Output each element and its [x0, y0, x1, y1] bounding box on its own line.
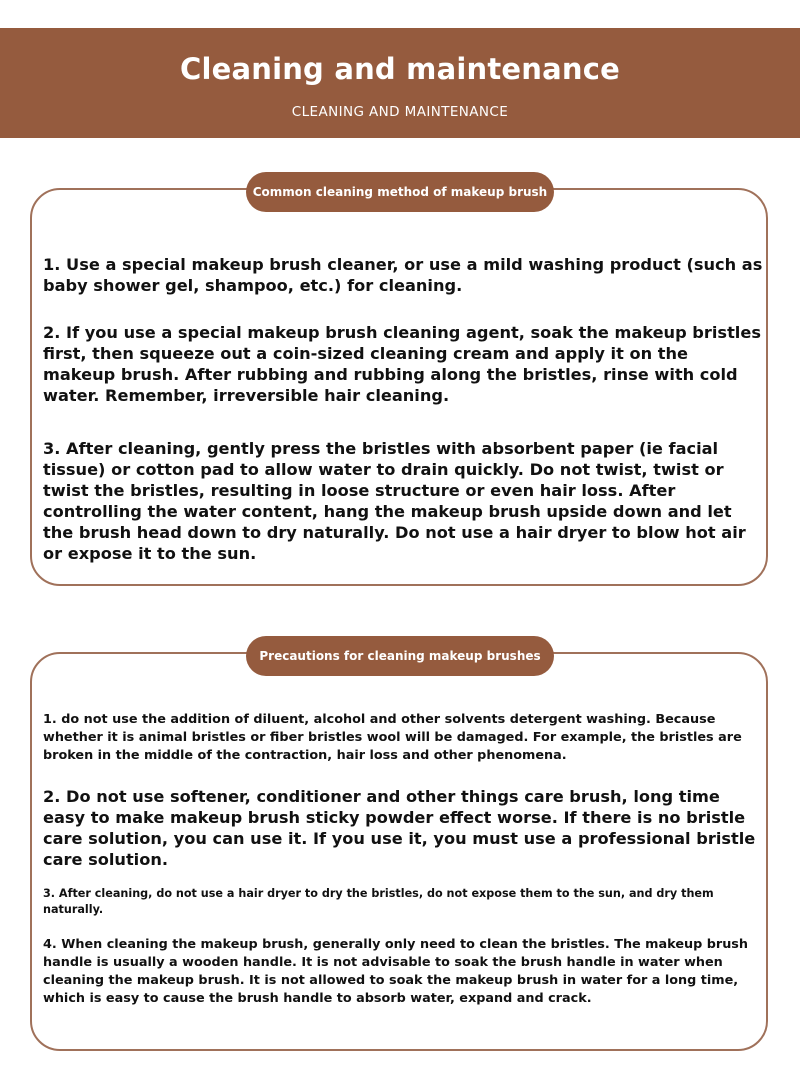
header-banner: [0, 28, 800, 138]
precaution-item-1: 1. do not use the addition of diluent, alcohol and other solvents detergent washing. Because whether it is animal bristles or fiber bristles wool will be damaged. For example, the bristles are broken in the middle of the contraction, hair loss and other phenomena.: [43, 712, 742, 763]
cleaning-method-heading: Common cleaning method of makeup brush: [246, 172, 554, 212]
precaution-item-4: 4. When cleaning the makeup brush, generally only need to clean the bristles. The makeup brush handle is usually a wooden handle. It is not advisable to soak the brush handle in water when cleaning the makeup brush. It is not allowed to soak the makeup brush in water for a long time, which is easy to cause the brush handle to absorb water, expand and crack.: [43, 937, 749, 1006]
cleaning-method-item-2: 2. If you use a special makeup brush cleaning agent, soak the makeup bristles first, then squeeze out a coin-sized cleaning cream and apply it on the makeup brush. After rubbing and rubbing along the bristles, rinse with cold water. Remember, irreversible hair cleaning.: [43, 323, 761, 405]
page-subtitle: CLEANING AND MAINTENANCE: [291, 104, 509, 120]
precaution-item-3: 3. After cleaning, do not use a hair dryer to dry the bristles, do not expose them to the sun, and dry them naturally.: [43, 887, 714, 916]
cleaning-method-item-1: 1. Use a special makeup brush cleaner, or use a mild washing product (such as baby shower gel, shampoo, etc.) for cleaning.: [43, 255, 763, 295]
precaution-item-2: 2. Do not use softener, conditioner and other things care brush, long time easy to make makeup brush sticky powder effect worse. If there is no bristle care solution, you can use it. If you use it, you must use a professional bristle care solution.: [43, 787, 756, 869]
page-title: Cleaning and maintenance: [179, 52, 621, 86]
precautions-heading: Precautions for cleaning makeup brushes: [246, 636, 554, 676]
cleaning-method-item-3: 3. After cleaning, gently press the bristles with absorbent paper (ie facial tissue) or cotton pad to allow water to drain quickly. Do not twist, twist or twist the bristles, resulting in loose structure or even hair loss. After controlling the water content, hang the makeup brush upside down and let the brush head down to dry naturally. Do not use a hair dryer to blow hot air or expose it to the sun.: [43, 439, 746, 563]
